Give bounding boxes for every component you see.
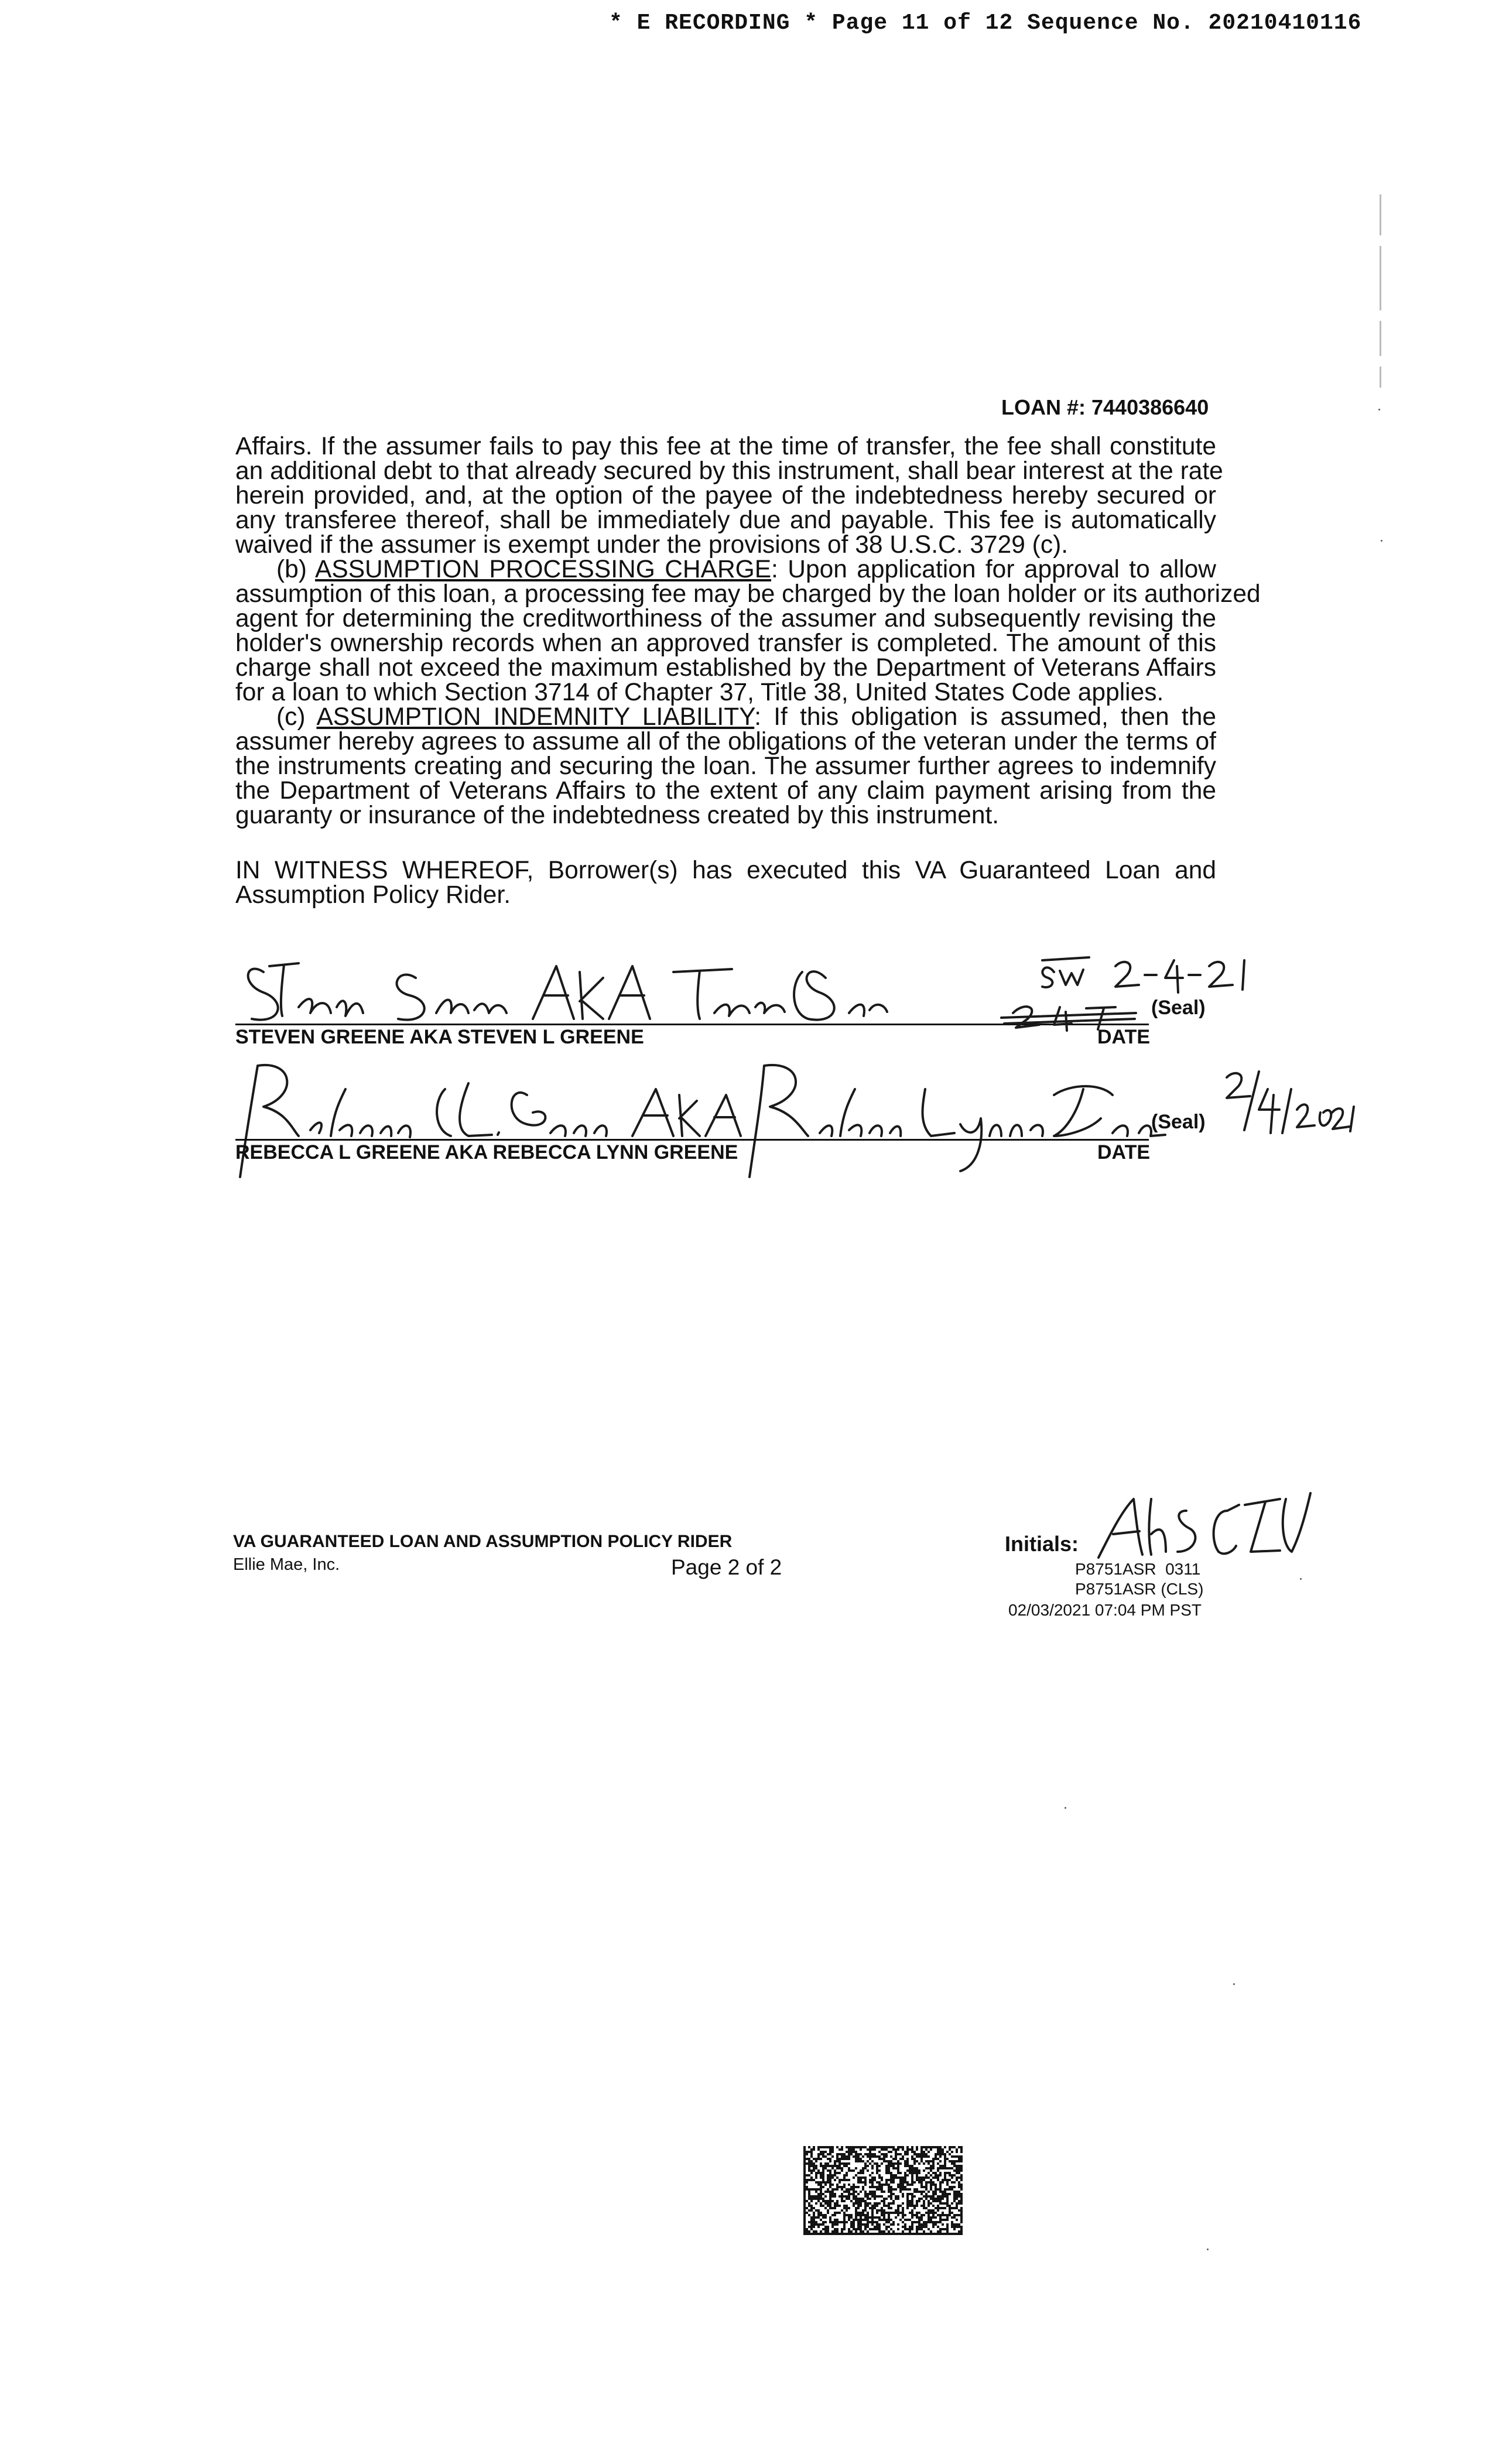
section-b-prefix: (b) xyxy=(276,556,316,583)
scan-speck xyxy=(1233,1983,1235,1985)
body-line: guaranty or insurance of the indebtedness created by this instrument. xyxy=(235,802,1000,829)
scan-speck xyxy=(1300,1578,1302,1580)
date-label-rebecca: DATE xyxy=(1097,1141,1151,1163)
recording-header: * E RECORDING * Page 11 of 12 Sequence No. 20210410116 xyxy=(609,11,1362,36)
body-line: the instruments creating and securing the loan. The assumer further agrees to indemnify xyxy=(235,752,1216,780)
scan-speck xyxy=(1207,2249,1209,2250)
rebecca-handwritten-date xyxy=(1218,1066,1358,1142)
footer-page-number: Page 2 of 2 xyxy=(671,1555,782,1579)
loan-number: LOAN #: 7440386640 xyxy=(1001,395,1209,419)
initials-label: Initials: xyxy=(1005,1532,1079,1556)
body-line: an additional debt to that already secured by this instrument, shall bear interest at the rate xyxy=(235,457,1223,485)
scan-artifact xyxy=(1380,367,1381,388)
section-c-heading: ASSUMPTION INDEMNITY LIABILITY xyxy=(316,703,755,731)
handwritten-initials xyxy=(1093,1487,1315,1563)
scan-speck xyxy=(1378,409,1380,410)
body-line: agent for determining the creditworthiness of the assumer and subsequently revising the xyxy=(235,605,1216,632)
scan-speck xyxy=(1381,540,1382,542)
body-line: charge shall not exceed the maximum established by the Department of Veterans Affairs xyxy=(235,654,1216,682)
body-line: assumer hereby agrees to assume all of the obligations of the veteran under the terms of xyxy=(235,728,1216,755)
body-line: assumption of this loan, a processing fee may be charged by the loan holder or its authorized xyxy=(235,580,1261,608)
body-line: any transferee thereof, shall be immediately due and payable. This fee is automatically xyxy=(235,507,1216,534)
witness-line: IN WITNESS WHEREOF, Borrower(s) has executed this VA Guaranteed Loan and xyxy=(235,857,1216,884)
footer-publisher: Ellie Mae, Inc. xyxy=(233,1555,340,1574)
form-timestamp: 02/03/2021 07:04 PM PST xyxy=(1008,1601,1202,1619)
body-line: holder's ownership records when an approved transfer is completed. The amount of this xyxy=(235,629,1216,657)
signer-name-steven: STEVEN GREENE AKA STEVEN L GREENE xyxy=(235,1026,644,1048)
form-code-primary: P8751ASR 0311 xyxy=(1075,1560,1201,1578)
form-code-cls: P8751ASR (CLS) xyxy=(1075,1580,1204,1598)
date-label-steven: DATE xyxy=(1097,1026,1151,1048)
section-c-heading-line xyxy=(276,705,1216,730)
section-c-first-line: : If this obligation is assumed, then the xyxy=(754,703,1216,731)
section-b-heading-line xyxy=(276,557,1216,582)
body-line: waived if the assumer is exempt under the provisions of 38 U.S.C. 3729 (c). xyxy=(235,531,1069,559)
section-b-heading: ASSUMPTION PROCESSING CHARGE xyxy=(315,556,772,583)
scan-artifact xyxy=(1380,246,1381,310)
body-line: Affairs. If the assumer fails to pay this fee at the time of transfer, the fee shall constitute xyxy=(235,433,1216,460)
body-line: for a loan to which Section 3714 of Chapter 37, Title 38, United States Code applies. xyxy=(235,679,1164,706)
witness-line: Assumption Policy Rider. xyxy=(235,881,511,909)
section-c-prefix: (c) xyxy=(276,703,317,731)
section-b-first-line: : Upon application for approval to allow xyxy=(771,556,1216,583)
scan-speck xyxy=(1065,1807,1066,1809)
footer-form-title: VA GUARANTEED LOAN AND ASSUMPTION POLICY RIDER xyxy=(233,1532,733,1551)
signer-name-rebecca: REBECCA L GREENE AKA REBECCA LYNN GREENE xyxy=(235,1141,738,1163)
body-line: the Department of Veterans Affairs to the extent of any claim payment arising from the xyxy=(235,777,1216,805)
document-barcode xyxy=(803,2146,963,2235)
body-line: herein provided, and, at the option of the payee of the indebtedness hereby secured or xyxy=(235,482,1216,509)
scan-artifact xyxy=(1380,194,1381,235)
seal-label-rebecca: (Seal) xyxy=(1151,1111,1206,1133)
scan-artifact xyxy=(1380,321,1381,356)
steven-handwritten-date xyxy=(990,943,1294,1031)
steven-signature-image xyxy=(228,937,896,1036)
signature-line-rebecca xyxy=(235,1139,1149,1141)
seal-label-steven: (Seal) xyxy=(1151,997,1206,1019)
